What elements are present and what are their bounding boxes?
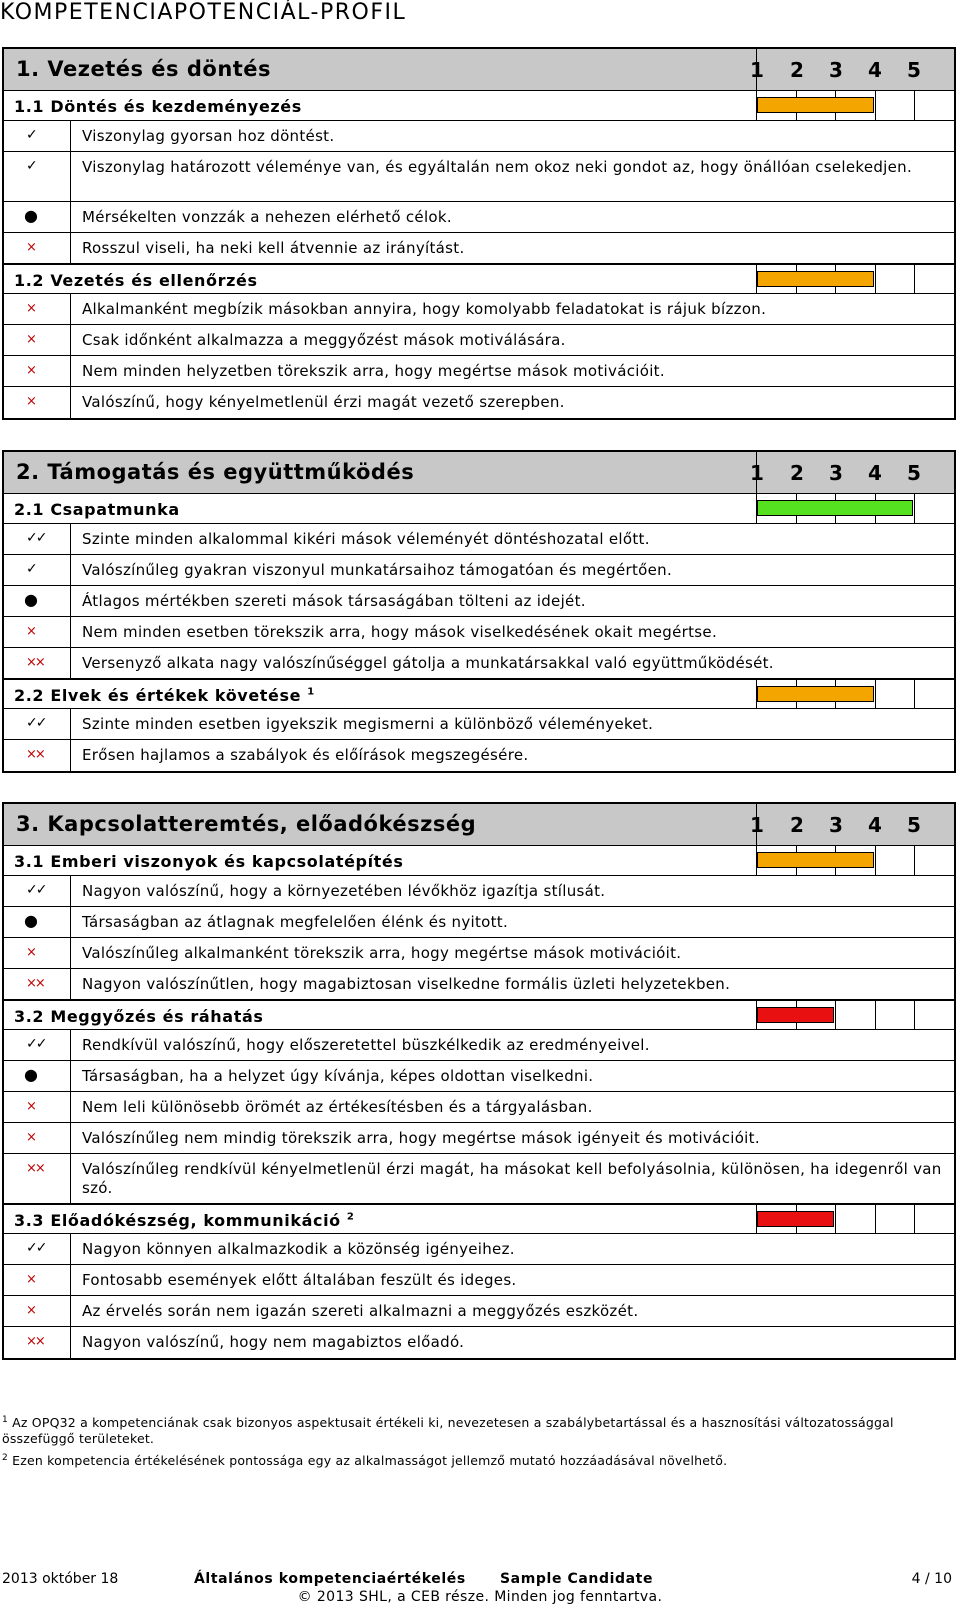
list-item [4,152,954,202]
cross-icon: × [26,1130,35,1145]
page-title: KOMPETENCIAPOTENCIÁL-PROFIL [0,0,407,25]
double-cross-icon: ×× [26,747,44,762]
section-tamogatas [2,450,956,773]
list-item [4,1123,954,1154]
scale-cell [876,680,916,708]
item-text: Nem minden esetben törekszik arra, hogy mások viselkedésének okait megértse. [82,623,718,641]
rating-scale [756,91,954,120]
subsection-header [4,846,954,876]
list-item [4,586,954,617]
cross-icon: × [26,1099,35,1114]
footer-copyright: © 2013 SHL, a CEB része. Minden jog fenntartva. [297,1589,663,1605]
list-item [4,1296,954,1327]
list-item [4,740,954,771]
list-item [4,233,954,264]
item-text: Valószínűleg rendkívül kényelmetlenül érzi magát, ha másokat kell befolyásolnia, különösen, ha idegenről van szó. [82,1160,942,1197]
list-item [4,1030,954,1061]
scale-cell [915,846,954,875]
subsection-header [4,1000,954,1030]
footnote [2,1412,942,1447]
scale-number: 3 [829,58,843,82]
item-text: Nagyon könnyen alkalmazkodik a közönség igényeihez. [82,1240,515,1258]
item-text: Valószínűleg alkalmanként törekszik arra, hogy megértse mások motivációit. [82,944,682,962]
section-header [4,49,954,91]
dot-icon: ● [24,911,36,930]
rating-bar [757,97,874,113]
rating-bar [757,1211,834,1227]
double-cross-icon: ×× [26,1334,44,1349]
rating-bar [757,500,913,516]
item-text: Valószínű, hogy kényelmetlenül érzi magát vezető szerepben. [82,393,565,411]
item-text: Társaságban az átlagnak megfelelően élénk és nyitott. [82,913,509,931]
subsection-title: 3.2 Meggyőzés és ráhatás [14,1007,264,1026]
scale-cell [836,1205,876,1233]
dot-icon: ● [24,1065,36,1084]
scale-number: 1 [750,461,764,485]
subsection-title: 3.3 Előadókészség, kommunikáció $^2$ [14,1211,355,1230]
item-text: Rosszul viseli, ha neki kell átvennie az irányítást. [82,239,465,257]
scale-cell [876,846,916,875]
item-text: Valószínűleg gyakran viszonyul munkatársaihoz támogatóan és megértően. [82,561,673,579]
section-title: 3. Kapcsolatteremtés, előadókészség [16,812,477,836]
cross-icon: × [26,945,35,960]
subsection-title: 2.1 Csapatmunka [14,500,180,519]
list-item [4,969,954,1000]
scale-cell [876,265,916,293]
footnote-number: 2 [2,1453,8,1463]
list-item [4,121,954,152]
list-item [4,202,954,233]
scale-header [750,452,954,493]
item-text: Mérsékelten vonzzák a nehezen elérhető célok. [82,208,452,226]
rating-scale [756,494,954,523]
footnote-ref: 2 [346,1211,355,1223]
scale-cell [915,680,954,708]
footer-page-number: 4 / 10 [911,1571,952,1587]
double-check-icon: ✓✓ [26,1240,46,1256]
rating-bar [757,1007,834,1023]
list-item [4,1265,954,1296]
item-text: Nem minden helyzetben törekszik arra, hogy megértse mások motivációit. [82,362,665,380]
rating-scale [756,265,954,293]
list-item [4,524,954,555]
rating-bar [757,686,874,702]
section-header [4,804,954,846]
footer-date: 2013 október 18 [2,1571,119,1587]
scale-number: 4 [868,813,882,837]
list-item [4,648,954,679]
section-title: 2. Támogatás és együttműködés [16,460,415,484]
footnote-number: 1 [2,1415,8,1425]
dot-icon: ● [24,206,36,225]
cross-icon: × [26,332,35,347]
list-item [4,907,954,938]
footer-candidate: Sample Candidate [500,1571,654,1587]
check-icon: ✓ [26,127,36,143]
double-cross-icon: ×× [26,655,44,670]
scale-cell [876,1205,916,1233]
footnote-text: Az OPQ32 a kompetenciának csak bizonyos aspektusait értékeli ki, nevezetesen a szabálybetartással és a hasznosítási változatossággal összefüggő területeket. [2,1415,894,1447]
item-text: Társaságban, ha a helyzet úgy kívánja, képes oldottan viselkedni. [82,1067,594,1085]
scale-number: 3 [829,461,843,485]
list-item [4,1234,954,1265]
list-item [4,294,954,325]
cross-icon: × [26,1303,35,1318]
dot-icon: ● [24,590,36,609]
item-text: Versenyző alkata nagy valószínűséggel gátolja a munkatársakkal való együttműködését. [82,654,774,672]
footer-report-name: Általános kompetenciaértékelés [194,1571,466,1587]
item-text: Nem leli különösebb örömét az értékesítésben és a tárgyalásban. [82,1098,593,1116]
scale-number: 5 [907,813,921,837]
footnote [2,1450,942,1469]
scale-number: 5 [907,461,921,485]
cross-icon: × [26,363,35,378]
scale-number: 4 [868,461,882,485]
section-title: 1. Vezetés és döntés [16,57,272,81]
item-text: Szinte minden esetben igyekszik megismerni a különböző véleményeket. [82,715,654,733]
item-text: Nagyon valószínű, hogy a környezetében lévőkhöz igazítja stílusát. [82,882,606,900]
list-item [4,1154,954,1204]
item-text: Valószínűleg nem mindig törekszik arra, hogy megértse mások igényeit és motivációit. [82,1129,760,1147]
scale-cell [915,1001,954,1029]
item-text: Szinte minden alkalommal kikéri mások véleményét döntéshozatal előtt. [82,530,650,548]
item-text: Viszonylag határozott véleménye van, és egyáltalán nem okoz neki gondot az, hogy önállóan cselekedjen. [82,158,913,176]
double-check-icon: ✓✓ [26,1036,46,1052]
scale-number: 3 [829,813,843,837]
scale-cell [915,1205,954,1233]
footnote-text: Ezen kompetencia értékelésének pontossága egy az alkalmasságot jellemző mutató hozzáadásával növelhető. [12,1453,728,1469]
item-text: Nagyon valószínű, hogy nem magabiztos előadó. [82,1333,465,1351]
item-text: Csak időnként alkalmazza a meggyőzést mások motiválására. [82,331,566,349]
subsection-title: 3.1 Emberi viszonyok és kapcsolatépítés [14,852,404,871]
rating-scale [756,1001,954,1029]
cross-icon: × [26,624,35,639]
scale-number: 1 [750,813,764,837]
check-icon: ✓ [26,561,36,577]
double-check-icon: ✓✓ [26,530,46,546]
double-cross-icon: ×× [26,976,44,991]
list-item [4,387,954,418]
footnote-ref: 1 [307,686,315,698]
subsection-header [4,679,954,709]
scale-header [750,804,954,845]
scale-cell [836,1001,876,1029]
rating-bar [757,852,874,868]
item-text: Alkalmanként megbízik másokban annyira, hogy komolyabb feladatokat is rájuk bízzon. [82,300,767,318]
list-item [4,709,954,740]
scale-cell [915,265,954,293]
scale-cell [915,91,954,120]
double-check-icon: ✓✓ [26,715,46,731]
subsection-title: 2.2 Elvek és értékek követése $^1$ [14,686,315,705]
list-item [4,356,954,387]
scale-cell [876,91,916,120]
item-text: Fontosabb események előtt általában feszült és ideges. [82,1271,517,1289]
item-text: Viszonylag gyorsan hoz döntést. [82,127,335,145]
subsection-header [4,494,954,524]
section-vezetes [2,47,956,420]
section-kapcsolatteremtes [2,802,956,1360]
list-item [4,1092,954,1123]
item-text: Rendkívül valószínű, hogy előszeretettel büszkélkedik az eredményeivel. [82,1036,650,1054]
scale-number: 2 [790,813,804,837]
cross-icon: × [26,301,35,316]
subsection-title: 1.1 Döntés és kezdeményezés [14,97,302,116]
list-item [4,938,954,969]
scale-number: 1 [750,58,764,82]
list-item [4,617,954,648]
rating-bar [757,271,874,287]
double-cross-icon: ×× [26,1161,44,1176]
scale-number: 5 [907,58,921,82]
double-check-icon: ✓✓ [26,882,46,898]
scale-cell [915,494,954,523]
rating-scale [756,1205,954,1233]
subsection-header [4,264,954,294]
list-item [4,876,954,907]
list-item [4,325,954,356]
subsection-header [4,91,954,121]
list-item [4,555,954,586]
subsection-header [4,1204,954,1234]
subsection-title: 1.2 Vezetés és ellenőrzés [14,271,258,290]
scale-number: 2 [790,461,804,485]
scale-number: 4 [868,58,882,82]
item-text: Erősen hajlamos a szabályok és előírások megszegésére. [82,746,529,764]
check-icon: ✓ [26,158,36,174]
scale-cell [876,1001,916,1029]
item-text: Nagyon valószínűtlen, hogy magabiztosan viselkedne formális üzleti helyzetekben. [82,975,731,993]
rating-scale [756,846,954,875]
scale-number: 2 [790,58,804,82]
list-item [4,1061,954,1092]
cross-icon: × [26,1272,35,1287]
list-item [4,1327,954,1358]
cross-icon: × [26,394,35,409]
item-text: Az érvelés során nem igazán szereti alkalmazni a meggyőzés eszközét. [82,1302,639,1320]
section-header [4,452,954,494]
rating-scale [756,680,954,708]
scale-header [750,49,954,90]
item-text: Átlagos mértékben szereti mások társaságában tölteni az idejét. [82,592,586,610]
cross-icon: × [26,240,35,255]
